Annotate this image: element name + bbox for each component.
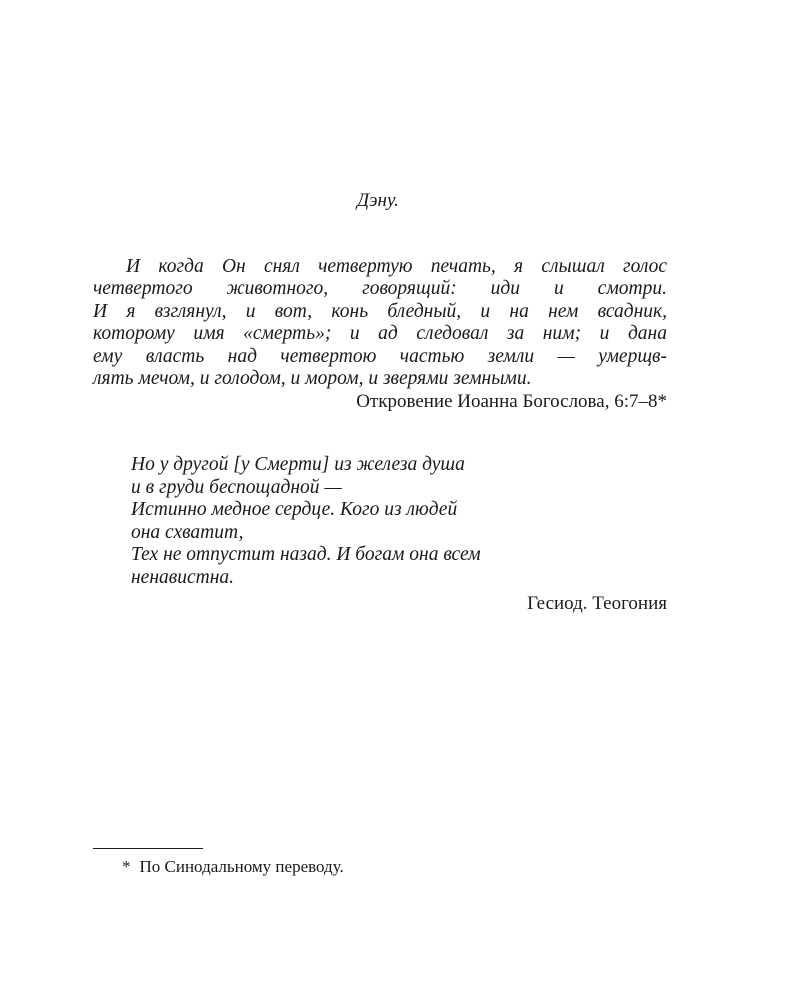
epigraph-source: Откровение Иоанна Богослова, 6:7–8* <box>356 391 667 413</box>
dedication: Дэну. <box>357 190 399 211</box>
epigraph-line: лять мечом, и голодом, и мором, и зверями земными. <box>93 368 532 390</box>
epigraph-line: которому имя «смерть»; и ад следовал за ним; и дана <box>93 323 667 345</box>
epigraph-line: ему власть над четвертою частью земли — умерщв- <box>93 345 667 367</box>
footnote-text: По Синодальному переводу. <box>139 857 344 876</box>
epigraph-hesiod <box>131 454 667 616</box>
epigraph-revelation <box>93 256 667 414</box>
verse-line: Истинно медное сердце. Кого из людей <box>131 499 458 521</box>
verse-line: ненавистна. <box>131 566 235 588</box>
epigraph-source: Гесиод. Теогония <box>527 592 667 614</box>
footnote-mark: * <box>122 857 131 876</box>
verse-line: Тех не отпустит назад. И богам она всем <box>131 544 481 566</box>
verse-line: и в груди беспощадной — <box>131 476 342 498</box>
epigraph-line: И я взглянул, и вот, конь бледный, и на нем всадник, <box>93 300 667 322</box>
footnote-divider <box>93 848 203 849</box>
footnote <box>122 856 344 878</box>
verse-line: Но у другой [у Смерти] из железа душа <box>131 454 465 475</box>
epigraph-line: И когда Он снял четвертую печать, я слышал голос <box>126 256 667 277</box>
verse-line: она схватит, <box>131 521 244 543</box>
epigraph-line: четвертого животного, говорящий: иди и смотри. <box>93 278 667 300</box>
